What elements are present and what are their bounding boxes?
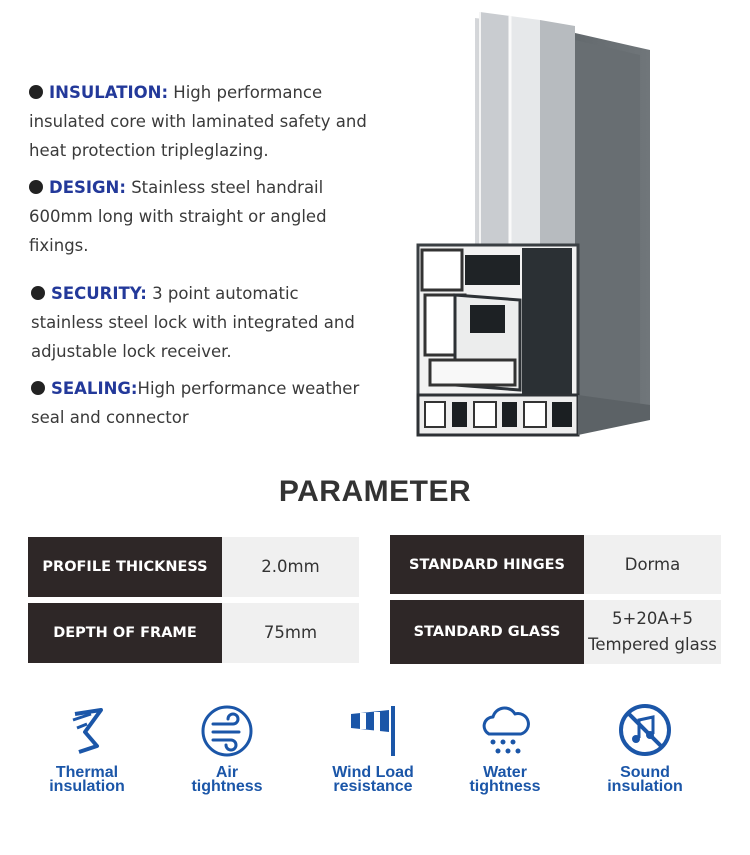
feature-air — [162, 700, 292, 794]
param-value: 2.0mm — [222, 537, 359, 597]
param-label: STANDARD HINGES — [390, 535, 584, 594]
param-label: DEPTH OF FRAME — [28, 603, 222, 663]
feature-water — [440, 700, 570, 794]
table-row — [28, 537, 359, 597]
feature-key: SEALING: — [51, 379, 138, 398]
parameter-table-left — [28, 537, 359, 663]
feature-key: SECURITY: — [51, 284, 147, 303]
table-row — [390, 535, 721, 594]
table-row — [28, 603, 359, 663]
no-sound-icon — [615, 700, 675, 760]
feature-security — [31, 279, 371, 366]
feature-sealing — [31, 374, 371, 432]
rain-cloud-icon — [475, 700, 535, 760]
air-icon — [197, 700, 257, 760]
param-label: PROFILE THICKNESS — [28, 537, 222, 597]
bullet-icon — [29, 180, 43, 194]
feature-thermal — [22, 700, 152, 794]
windsock-icon — [343, 700, 403, 760]
parameter-table-right — [390, 535, 721, 664]
thermal-icon — [57, 700, 117, 760]
param-label: STANDARD GLASS — [390, 600, 584, 664]
param-value-line: Tempered glass — [588, 635, 717, 654]
feature-text: Stainless steel handrail 600mm long with straight or angled fixings. — [29, 178, 327, 255]
icon-label: Air tightness — [191, 764, 263, 795]
feature-text: High performance weather seal and connector — [31, 379, 360, 427]
bullet-icon — [29, 85, 43, 99]
window-profile-image — [410, 10, 670, 450]
feature-text: 3 point automatic stainless steel lock with integrated and adjustable lock receiver. — [31, 284, 355, 361]
feature-icon-row — [0, 700, 750, 810]
bullet-icon — [31, 286, 45, 300]
feature-wind — [308, 700, 438, 794]
param-value: Dorma — [584, 535, 721, 594]
feature-sound — [580, 700, 710, 794]
icon-label: Wind Load resistance — [332, 764, 414, 795]
table-row — [390, 600, 721, 664]
icon-label: Water tightness — [469, 764, 541, 795]
param-value — [584, 600, 721, 664]
feature-key: DESIGN: — [49, 178, 126, 197]
feature-text: High performance insulated core with laminated safety and heat protection tripleglazing. — [29, 83, 367, 160]
parameter-title: PARAMETER — [278, 475, 472, 508]
bullet-icon — [31, 381, 45, 395]
icon-label: Thermal insulation — [49, 764, 125, 795]
feature-key: INSULATION: — [49, 83, 169, 102]
param-value-line: 5+20A+5 — [612, 609, 693, 628]
param-value: 75mm — [222, 603, 359, 663]
feature-design — [29, 173, 369, 260]
feature-insulation — [29, 78, 379, 165]
icon-label: Sound insulation — [607, 764, 683, 795]
